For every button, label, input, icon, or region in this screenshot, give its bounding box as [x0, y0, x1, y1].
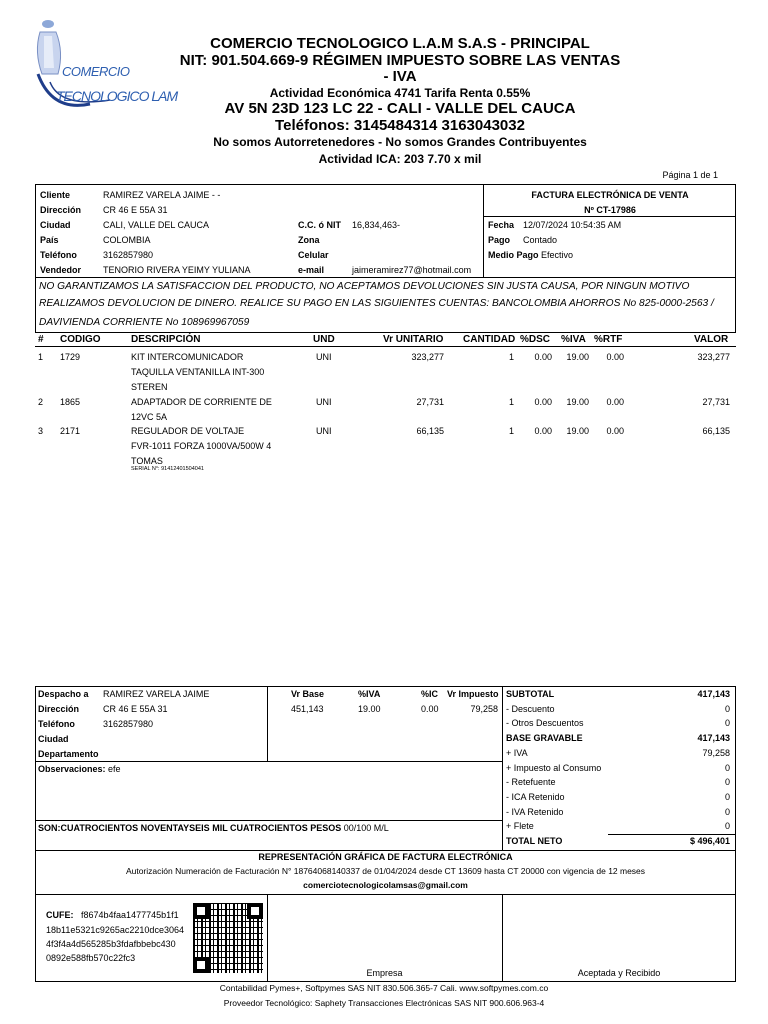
company-phones: Teléfonos: 3145484314 3163043032 [275, 117, 525, 134]
tax-iva: 19.00 [358, 704, 381, 714]
tax-col-ic: %IC [421, 689, 439, 699]
label-email: e-mail [298, 265, 325, 275]
total-value: 0 [724, 821, 730, 832]
total-value: 79,258 [702, 747, 730, 758]
col-vr-unitario: Vr UNITARIO [383, 334, 444, 345]
ica-activity: Actividad ICA: 203 7.70 x mil [318, 152, 482, 166]
total-label: - IVA Retenido [506, 806, 564, 817]
invoice-title: FACTURA ELECTRÓNICA DE VENTA [531, 190, 689, 200]
item-codigo: 2171 [60, 426, 81, 436]
item-cant: 1 [508, 352, 514, 362]
customer-address: CR 46 E 55A 31 [103, 205, 168, 215]
customer-name: RAMIREZ VARELA JAIME - - [103, 190, 221, 200]
notice-line-1: NO GARANTIZAMOS LA SATISFACCION DEL PRODUCTO, NO ACEPTAMOS DEVOLUCIONES SIN JUSTA CAUSA, POR NINGUN MOTIVO [39, 281, 690, 292]
ship-name: RAMIREZ VARELA JAIME [103, 689, 210, 699]
total-value: 0 [724, 762, 730, 773]
item-vr: 27,731 [416, 397, 444, 407]
item-description: SERIAL N°: 91412401504041 [131, 466, 204, 472]
total-label: BASE GRAVABLE [506, 733, 583, 744]
total-label: TOTAL NETO [506, 836, 563, 846]
item-description: KIT INTERCOMUNICADOR [131, 352, 244, 362]
label-pago: Pago [488, 235, 511, 245]
col-iva: %IVA [561, 334, 586, 345]
label-ciudad: Ciudad [40, 220, 71, 230]
total-value: 0 [724, 703, 730, 714]
item-description: FVR-1011 FORZA 1000VA/500W 4 [131, 441, 272, 451]
tax-base: 451,143 [291, 704, 324, 714]
label-telefono: Teléfono [40, 250, 77, 260]
amount-in-words: SON:CUATROCIENTOS NOVENTAYSEIS MIL CUATROCIENTOS PESOS 00/100 M/L [38, 823, 389, 833]
item-description: REGULADOR DE VOLTAJE [131, 426, 245, 436]
item-description: ADAPTADOR DE CORRIENTE DE [131, 397, 272, 407]
cufe-line-3: 4f3f4a4d565285b3fdafbbebc430 [46, 939, 176, 949]
label-celular: Celular [298, 250, 329, 260]
total-value: 0 [724, 718, 730, 729]
notice-line-3: DAVIVIENDA CORRIENTE No 108969967059 [39, 317, 250, 328]
company-email: comerciotecnologicolamsas@gmail.com [303, 880, 468, 890]
item-valor: 323,277 [697, 352, 730, 362]
label-direccion: Dirección [40, 205, 82, 215]
tax-col-iva: %IVA [358, 689, 381, 699]
item-vr: 323,277 [411, 352, 444, 362]
customer-email: jaimeramirez77@hotmail.com [352, 265, 472, 275]
col-valor: VALOR [694, 334, 729, 345]
col-und: UND [313, 334, 335, 345]
tax-col-base: Vr Base [291, 689, 325, 699]
einvoice-authorization: Autorización Numeración de Facturación N° 18764068140337 de 01/04/2024 desde CT 13609 hasta CT 20000 con vigencia de 12 meses [125, 866, 646, 876]
item-iva: 19.00 [566, 352, 589, 362]
item-rtf: 0.00 [606, 397, 624, 407]
total-label: - ICA Retenido [506, 791, 565, 802]
tax-amount: 79,258 [470, 704, 498, 714]
economic-activity: Actividad Económica 4741 Tarifa Renta 0.55% [269, 86, 531, 100]
item-num: 1 [38, 352, 44, 362]
nit-line: NIT: 901.504.669-9 RÉGIMEN IMPUESTO SOBRE LAS VENTAS [179, 52, 621, 69]
label-ship-city: Ciudad [38, 734, 69, 744]
item-num: 3 [38, 426, 44, 436]
payment-method: Efectivo [541, 250, 574, 260]
customer-country: COLOMBIA [103, 235, 151, 245]
item-valor: 66,135 [702, 426, 730, 436]
total-label: - Retefuente [506, 777, 556, 788]
payment-type: Contado [523, 235, 558, 245]
item-description: TAQUILLA VENTANILLA INT-300 [131, 367, 265, 377]
customer-city: CALI, VALLE DEL CAUCA [103, 220, 210, 230]
tax-ic: 0.00 [421, 704, 439, 714]
total-value: 417,143 [697, 733, 730, 744]
item-codigo: 1729 [60, 352, 81, 362]
logo-text-2: TECNOLOGICO LAM [56, 88, 178, 104]
total-label: - Descuento [506, 703, 555, 714]
ship-phone: 3162857980 [103, 719, 154, 729]
item-description: 12VC 5A [131, 412, 168, 422]
item-dsc: 0.00 [534, 426, 552, 436]
signature-aceptada: Aceptada y Recibido [577, 968, 661, 978]
label-cliente: Cliente [40, 190, 71, 200]
seller-name: TENORIO RIVERA YEIMY YULIANA [103, 265, 251, 275]
total-value: 0 [724, 806, 730, 817]
total-value: 0 [724, 777, 730, 788]
logo-text-1: COMERCIO [62, 64, 130, 79]
total-label: + Impuesto al Consumo [506, 762, 602, 773]
item-codigo: 1865 [60, 397, 81, 407]
item-cant: 1 [508, 426, 514, 436]
einvoice-title: REPRESENTACIÓN GRÁFICA DE FACTURA ELECTRÓNICA [258, 852, 513, 862]
col-cantidad: CANTIDAD [463, 334, 516, 345]
col-rtf: %RTF [594, 334, 623, 345]
item-vr: 66,135 [416, 426, 444, 436]
item-cant: 1 [508, 397, 514, 407]
total-label: + Flete [506, 821, 534, 832]
retention-status: No somos Autorretenedores - No somos Grandes Contribuyentes [213, 135, 587, 149]
label-vendedor: Vendedor [40, 265, 82, 275]
total-label: + IVA [506, 747, 528, 758]
item-iva: 19.00 [566, 426, 589, 436]
company-name: COMERCIO TECNOLOGICO L.A.M S.A.S - PRINCIPAL [210, 35, 590, 52]
page-number: Página 1 de 1 [662, 170, 718, 180]
item-rtf: 0.00 [606, 352, 624, 362]
label-cc-nit: C.C. ó NIT [298, 220, 341, 230]
item-num: 2 [38, 397, 44, 407]
cufe-line-4: 0892e588fb570c22fc3 [46, 953, 136, 963]
col-num: # [38, 334, 44, 345]
label-pais: País [40, 235, 59, 245]
company-address: AV 5N 23D 123 LC 22 - CALI - VALLE DEL CAUCA [224, 100, 576, 117]
customer-phone: 3162857980 [103, 250, 154, 260]
total-label: - Otros Descuentos [506, 718, 584, 729]
item-rtf: 0.00 [606, 426, 624, 436]
item-valor: 27,731 [702, 397, 730, 407]
total-value: $ 496,401 [689, 836, 730, 846]
label-ship-depto: Departamento [38, 749, 99, 759]
footer-software: Contabilidad Pymes+, Softpymes SAS NIT 830.506.365-7 Cali. www.softpymes.com.co [219, 983, 549, 993]
item-und: UNI [316, 397, 332, 407]
item-und: UNI [316, 426, 332, 436]
col-codigo: CODIGO [60, 334, 101, 345]
invoice-number: Nº CT-17986 [584, 205, 636, 215]
item-dsc: 0.00 [534, 397, 552, 407]
total-label: SUBTOTAL [506, 689, 555, 699]
col-descripcion: DESCRIPCIÓN [131, 334, 201, 345]
observations: Observaciones: efe [38, 764, 121, 774]
qr-code [193, 903, 263, 973]
item-dsc: 0.00 [534, 352, 552, 362]
col-dsc: %DSC [520, 334, 551, 345]
invoice-date: 12/07/2024 10:54:35 AM [523, 220, 622, 230]
label-fecha: Fecha [488, 220, 515, 230]
cufe-line-1: CUFE: f8674b4faa1477745b1f1 [46, 910, 179, 920]
notice-line-2: REALIZAMOS DEVOLUCION DE DINERO. REALICE SU PAGO EN LAS SIGUIENTES CUENTAS: BANCOLOMBIA AHORROS No 825-0000-2563 / [39, 298, 714, 309]
item-description: STEREN [131, 382, 168, 392]
tax-col-imp: Vr Impuesto [447, 689, 499, 699]
nit-line-2: - IVA [383, 68, 417, 85]
item-description: TOMAS [131, 456, 163, 466]
signature-empresa: Empresa [366, 968, 403, 978]
item-und: UNI [316, 352, 332, 362]
total-value: 417,143 [697, 689, 730, 699]
ship-address: CR 46 E 55A 31 [103, 704, 168, 714]
total-value: 0 [724, 791, 730, 802]
cufe-line-2: 18b11e5321c9265ac2210dce3064 [46, 925, 184, 935]
customer-nit: 16,834,463- [352, 220, 401, 230]
label-ship-tel: Teléfono [38, 719, 75, 729]
label-despacho: Despacho a [38, 689, 89, 699]
label-ship-dir: Dirección [38, 704, 80, 714]
company-logo [30, 12, 178, 122]
item-iva: 19.00 [566, 397, 589, 407]
footer-provider: Proveedor Tecnológico: Saphety Transacciones Electrónicas SAS NIT 900.606.963-4 [223, 998, 545, 1008]
label-medio: Medio Pago [488, 250, 539, 260]
label-zona: Zona [298, 235, 320, 245]
